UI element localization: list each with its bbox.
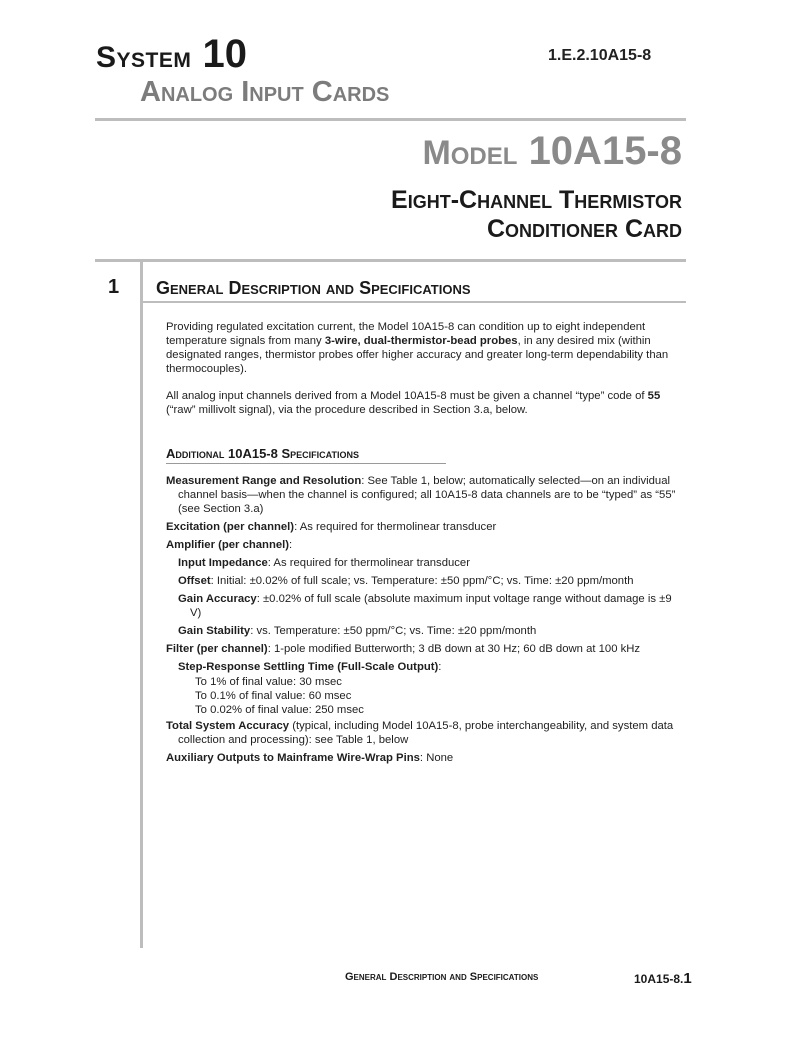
spec-text: : bbox=[289, 539, 293, 551]
spec-text: : 1-pole modified Butterworth; 3 dB down at 30 Hz; 60 dB down at 100 kHz bbox=[267, 643, 641, 655]
spec-label: Gain Stability bbox=[178, 625, 251, 637]
card-title bbox=[391, 186, 682, 244]
header-divider bbox=[95, 118, 686, 121]
system-word: System bbox=[96, 41, 192, 74]
spec-label: Auxiliary Outputs to Mainframe Wire-Wrap Pins bbox=[166, 752, 420, 764]
document-code: 1.E.2.10A15-8 bbox=[548, 47, 652, 64]
settling-item-3: To 0.02% of final value: 250 msec bbox=[195, 704, 364, 716]
intro-paragraph-2 bbox=[166, 389, 686, 417]
page-prefix: 10A15-8. bbox=[634, 972, 684, 986]
section-title-underline bbox=[143, 301, 686, 303]
model-number: 10A15-8 bbox=[528, 129, 682, 173]
spec-measurement bbox=[166, 474, 686, 516]
spec-text: : Initial: ±0.02% of full scale; vs. Temperature: ±50 ppm/°C; vs. Time: ±20 ppm/month bbox=[210, 575, 634, 587]
system-subtitle: Analog Input Cards bbox=[140, 76, 390, 108]
spec-offset bbox=[178, 574, 686, 588]
spec-gain-accuracy bbox=[178, 592, 686, 620]
spec-text: : As required for thermolinear transducer bbox=[267, 557, 470, 569]
card-title-line-1: Eight-Channel Thermistor bbox=[391, 186, 682, 214]
spec-text: : None bbox=[419, 752, 454, 764]
card-title-line-2: Conditioner Card bbox=[486, 215, 682, 243]
spec-amplifier bbox=[166, 538, 686, 552]
spec-text: : See Table 1, below; automatically selected—on an individual channel basis—when the channel is configured; all 10A15-8 data channels are to be “typed” as “55” (see Section 3.a) bbox=[178, 475, 676, 515]
intro-p2-text-a: All analog input channels derived from a Model 10A15-8 must be given a channel “type” code of bbox=[166, 390, 648, 402]
spec-label: Amplifier (per channel) bbox=[166, 539, 290, 551]
section-divider bbox=[95, 259, 686, 262]
spec-text: (typical, including Model 10A15-8, probe interchangeability, and system data collection and processing): see Table 1, below bbox=[178, 720, 674, 746]
additional-specs-title: Additional 10A15-8 Specifications bbox=[166, 446, 359, 461]
spec-text: : ±0.02% of full scale (absolute maximum input voltage range without damage is ±9 V) bbox=[190, 593, 672, 619]
model-title bbox=[422, 131, 682, 171]
spec-auxiliary-outputs bbox=[166, 751, 686, 765]
intro-p1-bold: 3-wire, dual-thermistor-bead probes bbox=[324, 335, 518, 347]
spec-label: Excitation (per channel) bbox=[166, 521, 295, 533]
section-vertical-rule bbox=[140, 262, 143, 948]
spec-text: : vs. Temperature: ±50 ppm/°C; vs. Time: ±20 ppm/month bbox=[250, 625, 537, 637]
section-title: General Description and Specifications bbox=[156, 278, 471, 298]
intro-paragraph-1 bbox=[166, 320, 686, 376]
spec-settling-time bbox=[178, 660, 686, 674]
spec-label: Filter (per channel) bbox=[166, 643, 268, 655]
spec-label: Gain Accuracy bbox=[178, 593, 257, 605]
settling-item-1: To 1% of final value: 30 msec bbox=[195, 676, 342, 688]
spec-label: Offset bbox=[178, 575, 211, 587]
intro-p1-text-a: Providing regulated excitation current, the Model 10A15-8 can condition up to eight independent temperature signals from many bbox=[166, 321, 646, 347]
spec-label: Input Impedance bbox=[178, 557, 268, 569]
system-number: 10 bbox=[202, 32, 247, 76]
spec-list bbox=[166, 474, 686, 769]
intro-p1-text-b: , in any desired mix (within designated ranges, thermistor probes offer higher accuracy and greater long-term dependability than thermocouples). bbox=[166, 335, 669, 375]
intro-p2-bold: 55 bbox=[647, 390, 661, 402]
spec-excitation bbox=[166, 520, 686, 534]
settling-item-2: To 0.1% of final value: 60 msec bbox=[195, 690, 352, 702]
system-title bbox=[96, 34, 247, 74]
model-word: Model bbox=[422, 134, 518, 172]
spec-label: Step-Response Settling Time (Full-Scale Output) bbox=[178, 661, 439, 673]
spec-label: Measurement Range and Resolution bbox=[166, 475, 362, 487]
page-number bbox=[634, 970, 692, 987]
spec-total-accuracy bbox=[166, 719, 686, 747]
footer-section-label: General Description and Specifications bbox=[345, 971, 539, 983]
section-number: 1 bbox=[108, 276, 120, 298]
spec-label: Total System Accuracy bbox=[166, 720, 290, 732]
spec-input-impedance bbox=[178, 556, 686, 570]
intro-p2-text-b: (“raw” millivolt signal), via the procedure described in Section 3.a, below. bbox=[166, 404, 528, 416]
spec-gain-stability bbox=[178, 624, 686, 638]
spec-filter bbox=[166, 642, 686, 656]
spec-text: : bbox=[438, 661, 442, 673]
additional-specs-underline bbox=[166, 463, 446, 464]
page-number-value: 1 bbox=[683, 970, 692, 987]
spec-text: : As required for thermolinear transducer bbox=[294, 521, 497, 533]
